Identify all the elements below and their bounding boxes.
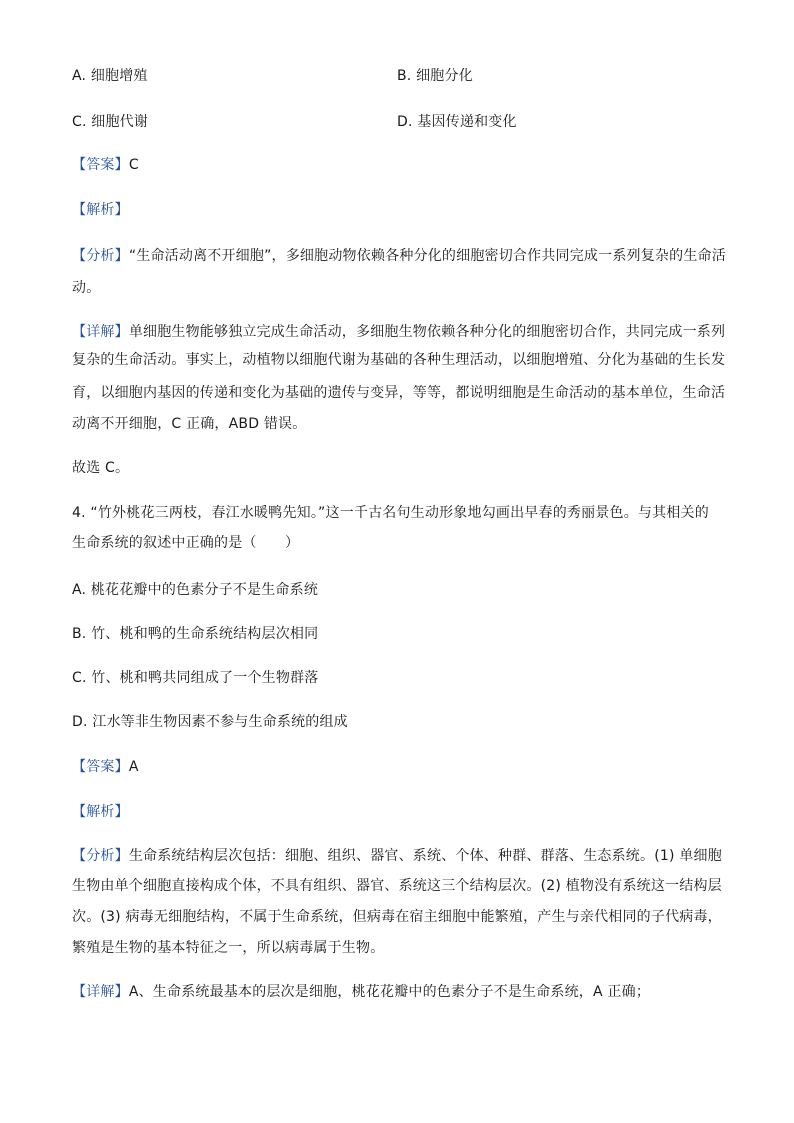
- q3-option-b: B. 细胞分化: [397, 68, 473, 84]
- q4-option-b: B. 竹、桃和鸭的生命系统结构层次相同: [72, 626, 319, 642]
- q3-option-d: D. 基因传递和变化: [397, 114, 517, 130]
- answer-tag: 【答案】: [72, 759, 129, 775]
- q3-fenxi-line2: 动。: [72, 280, 101, 296]
- q3-option-a: A. 细胞增殖: [72, 68, 148, 84]
- fenxi-text: 生命系统结构层次包括：细胞、组织、器官、系统、个体、种群、群落、生态系统。(1) 单细胞: [128, 848, 722, 864]
- answer-value: C: [128, 157, 139, 173]
- q4-option-d: D. 江水等非生物因素不参与生命系统的组成: [72, 714, 348, 730]
- xiangjie-text: A、生命系统最基本的层次是细胞，桃花花瓣中的色素分子不是生命系统，A 正确；: [128, 984, 651, 1000]
- xiangjie-text: 单细胞生物能够独立完成生命活动，多细胞生物依赖各种分化的细胞密切合作，共同完成一系列: [128, 324, 726, 340]
- fenxi-tag: 【分析】: [72, 848, 129, 864]
- q4-option-a: A. 桃花花瓣中的色素分子不是生命系统: [72, 582, 319, 598]
- q4-answer: [72, 757, 139, 777]
- q3-xiangjie-line1: [72, 322, 725, 342]
- fenxi-tag: 【分析】: [72, 248, 129, 264]
- q4-stem-line1: 4. “竹外桃花三两枝，春江水暖鸭先知。”这一千古名句生动形象地勾画出早春的秀丽景色。与其相关的: [72, 505, 709, 521]
- q3-conclusion: 故选 C。: [72, 460, 130, 476]
- xiangjie-tag: 【详解】: [72, 984, 129, 1000]
- q4-option-c: C. 竹、桃和鸭共同组成了一个生物群落: [72, 670, 319, 686]
- answer-tag: 【答案】: [72, 157, 129, 173]
- q3-xiangjie-line2: 复杂的生命活动。事实上，动植物以细胞代谢为基础的各种生理活动，以细胞增殖、分化为基础的生长发: [72, 352, 726, 368]
- q4-fenxi-line3: 次。(3) 病毒无细胞结构，不属于生命系统，但病毒在宿主细胞中能繁殖，产生与亲代相同的子代病毒，: [72, 909, 722, 925]
- q4-xiangjie-line1: [72, 982, 650, 1002]
- fenxi-text: “生命活动离不开细胞”，多细胞动物依赖各种分化的细胞密切合作共同完成一系列复杂的生命活: [128, 248, 726, 264]
- q4-analysis-header: 【解析】: [72, 804, 129, 820]
- q4-fenxi-line2: 生物由单个细胞直接构成个体，不具有组织、器官、系统这三个结构层次。(2) 植物没有系统这一结构层: [72, 878, 722, 894]
- q3-option-c: C. 细胞代谢: [72, 114, 149, 130]
- q4-fenxi-line1: [72, 846, 722, 866]
- answer-value: A: [128, 759, 139, 775]
- q3-fenxi-line1: [72, 246, 726, 266]
- q3-analysis-header: 【解析】: [72, 202, 129, 218]
- q3-answer: [72, 155, 139, 175]
- q3-xiangjie-line3: 育，以细胞内基因的传递和变化为基础的遗传与变异，等等，都说明细胞是生命活动的基本单位，生命活: [72, 385, 726, 401]
- q4-fenxi-line4: 繁殖是生物的基本特征之一，所以病毒属于生物。: [72, 940, 385, 956]
- xiangjie-tag: 【详解】: [72, 324, 129, 340]
- q3-xiangjie-line4: 动离不开细胞，C 正确，ABD 错误。: [72, 416, 307, 432]
- q4-stem-line2: 生命系统的叙述中正确的是（ ）: [72, 535, 300, 551]
